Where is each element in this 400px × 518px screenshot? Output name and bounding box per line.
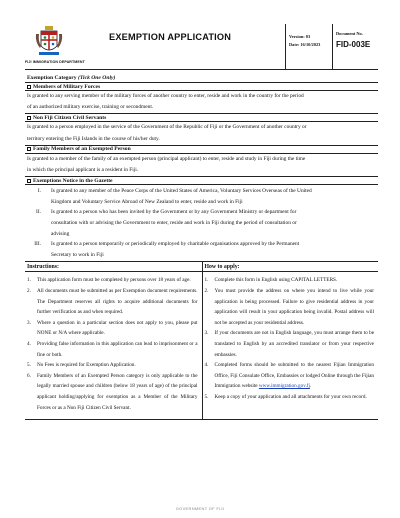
title-area — [105, 24, 285, 69]
document-number-box — [332, 24, 378, 69]
gazette-line: Is granted to any member of the Peace Corps of the United States of America, Voluntary Services Overseas of the United — [51, 188, 312, 195]
section-title: Exemptions Notice in the Gazette — [33, 177, 113, 184]
section-title: Non Fiji Citizen Civil Servants — [33, 114, 107, 121]
how-to-apply-heading: How to apply: — [203, 262, 379, 272]
instruction-item — [27, 360, 198, 371]
item-text — [215, 360, 375, 392]
item-number: 5. — [204, 393, 209, 400]
category-checkbox[interactable] — [27, 85, 31, 89]
item-text: No Fees is required for Exemption Application. — [37, 362, 136, 369]
section-description — [25, 91, 378, 114]
gazette-item-text — [51, 207, 378, 239]
instruction-item — [27, 371, 198, 413]
category-heading-text: Exemption Category — [27, 75, 77, 81]
category-civil-servants[interactable] — [25, 114, 378, 122]
gazette-line: Is granted to a person temporarily or periodically employed by charitable organisations approved by the Permanent — [51, 241, 300, 248]
how-to-apply-list — [203, 272, 379, 408]
item-number: 2. — [204, 287, 209, 294]
gazette-item-number: III. — [34, 241, 41, 248]
category-family-members[interactable] — [25, 146, 378, 154]
date-text: Date: 16/10/2023 — [289, 41, 321, 47]
gazette-item — [25, 207, 378, 239]
instructions-table — [25, 261, 378, 420]
description-line: of an authorized military exercise, training or secondment. — [27, 104, 154, 111]
item-text: Complete this form in English using CAPITAL LETTERS. — [214, 277, 338, 284]
item-number: 6. — [27, 372, 31, 379]
page-footer: GOVERNMENT OF FIJI — [175, 506, 225, 511]
category-military-forces[interactable] — [25, 83, 378, 91]
item-number: 3. — [27, 319, 31, 326]
item-text: Where a question in a particular section does not apply to you, please put NONE or N/A where applicable. — [37, 319, 198, 337]
gazette-line: Is granted to a person who has been invited by the Government or by any Government Ministry or department for — [51, 209, 297, 216]
gazette-item-text — [51, 186, 378, 207]
item-text: Keep a copy of your application and all attachments for your own record. — [214, 393, 367, 400]
immigration-website-link[interactable]: www.immigration.gov.fj — [258, 383, 310, 390]
item-text: All documents must be submitted as per Exemption document requirements. The Department reserves all rights to acquire additional documents for further verification as and when required. — [37, 287, 198, 316]
gazette-line: advising — [51, 230, 70, 237]
exemption-application-form — [25, 24, 378, 420]
form-header — [25, 24, 378, 70]
category-checkbox[interactable] — [27, 147, 31, 151]
gazette-list — [25, 185, 378, 260]
category-gazette-notice[interactable] — [25, 177, 378, 185]
apply-item — [205, 392, 375, 403]
apply-item — [205, 328, 375, 360]
section-description — [25, 122, 378, 145]
version-text: Version: 03 — [289, 34, 311, 39]
item-number: 1. — [204, 277, 209, 284]
instructions-list — [25, 272, 202, 419]
description-line: in which the principal applicant is a resident in Fiji. — [27, 167, 139, 174]
item-text: Providing false information in this application can lead to imprisonment or a fine or both. — [37, 340, 198, 358]
category-note: (Tick One Only) — [77, 75, 116, 81]
gazette-line: Kingdom and Voluntary Service Abroad of New Zealand to enter, reside and work in Fiji — [51, 198, 243, 205]
instruction-item — [27, 339, 198, 360]
item-number: 1. — [27, 277, 31, 284]
gazette-item-number: II. — [36, 209, 41, 216]
instruction-item — [27, 286, 198, 318]
fiji-coat-of-arms-icon — [35, 26, 63, 58]
instructions-column — [25, 262, 202, 419]
form-title: EXEMPTION APPLICATION — [109, 32, 232, 42]
section-title: Members of Military Forces — [33, 83, 101, 90]
gazette-line: consultation with or advising the Government to enter, reside and work in Fiji during the period of consultation or — [51, 220, 297, 226]
instruction-item — [27, 275, 198, 286]
document-number-label: Document No. — [336, 31, 363, 36]
instructions-heading: Instructions: — [25, 262, 202, 272]
section-title: Family Members of an Exempted Person — [33, 146, 131, 153]
description-line: territory entering the Fiji Islands in the course of his/her duty. — [27, 135, 160, 142]
apply-item — [205, 286, 375, 328]
item-text: You must provide the address on where you intend to live while your application is being processed. Failure to give residential address in your application will result in your application being invalid. Postal address will not be accepted as your residential address. — [214, 287, 374, 326]
item-text-part: Completed forms should be submitted to the nearest Fijian Immigration Office, Fiji Consulate Office, Embassies or lodged Online through the Fijian Immigration website — [214, 362, 374, 390]
gazette-line: Secretary to work in Fiji — [51, 251, 104, 258]
item-text: This application form must be completed by persons over 18 years of age. — [37, 277, 191, 284]
gazette-item-text — [51, 239, 378, 260]
item-text-part: . — [309, 383, 312, 390]
item-text: Family Members of an Exempted Person category is only applicable to the legally married spouse and children (below 18 years of age) of the principal applicant holding/applying for exemption as a Member of the Military Forces or as a Non Fiji Citizen Civil Servant. — [37, 372, 198, 411]
description-line: Is granted to a person employed in the service of the Government of the Republic of Fiji or the Government of another country or — [27, 124, 307, 131]
gazette-item — [25, 239, 378, 260]
how-to-apply-column — [202, 262, 379, 419]
gazette-item-number: I. — [37, 188, 41, 195]
gazette-item — [25, 186, 378, 207]
item-number: 5. — [27, 362, 31, 369]
description-line: Is granted to a member of the family of an exempted person (principal applicant) to enter, reside and study in Fiji during the time — [27, 155, 306, 162]
item-number: 4. — [204, 362, 209, 369]
item-number: 2. — [27, 287, 31, 294]
version-info — [285, 24, 332, 69]
department-name: FIJI IMMIGRATION DEPARTMENT — [25, 60, 85, 64]
description-line: Is granted to any serving member of the military forces of another country to enter, reside and work in the country for the period — [27, 93, 304, 99]
category-checkbox[interactable] — [27, 179, 31, 183]
apply-item — [205, 360, 375, 392]
item-text: If your documents are not in English language, you must arrange them to be translated to English by an accredited translator or from your respective embassies. — [214, 330, 374, 358]
category-checkbox[interactable] — [27, 116, 31, 120]
apply-item — [205, 275, 375, 286]
logo-area — [25, 24, 105, 69]
item-number: 3. — [204, 330, 209, 337]
document-number: FID-003E — [336, 40, 371, 49]
instruction-item — [27, 318, 198, 339]
item-number: 4. — [27, 340, 31, 347]
section-description — [25, 154, 378, 177]
